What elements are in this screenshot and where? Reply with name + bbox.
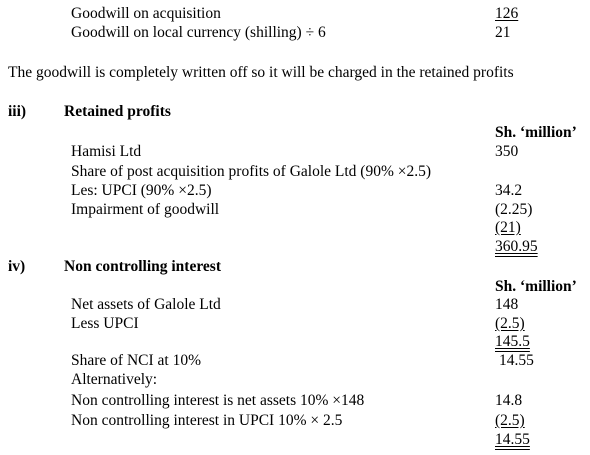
retained-row-upci-value: 34.2 — [495, 182, 523, 199]
nci-row-share-label: Share of NCI at 10% — [71, 352, 201, 369]
retained-profits-heading: Retained profits — [64, 103, 171, 120]
goodwill-local-currency-value: 21 — [495, 24, 511, 41]
goodwill-acquisition-label: Goodwill on acquisition — [71, 5, 221, 22]
nci-unit-header: Sh. ‘million’ — [495, 278, 577, 295]
nci-row-alt-net-assets-label: Non controlling interest is net assets 10% ×148 — [71, 392, 365, 409]
nci-total-value: 14.55 — [495, 431, 530, 448]
retained-row-impairment-label: Impairment of goodwill — [71, 201, 220, 218]
nci-row-share-value: 14.55 — [499, 352, 534, 369]
retained-row-impairment-value: (2.25) — [495, 201, 533, 218]
nci-row-alt-net-assets-value: 14.8 — [495, 392, 523, 409]
nci-row-alt-upci-value: (2.5) — [495, 412, 525, 429]
nci-row-net-assets-label: Net assets of Galole Ltd — [71, 296, 221, 313]
nci-row-less-upci-label: Less UPCI — [71, 315, 139, 332]
retained-row-share-label: Share of post acquisition profits of Galole Ltd (90% ×2.5) — [71, 163, 432, 180]
nci-heading: Non controlling interest — [64, 258, 222, 275]
goodwill-local-currency-label: Goodwill on local currency (shilling) ÷ 6 — [71, 24, 326, 41]
retained-row-upci-label: Les: UPCI (90% ×2.5) — [71, 182, 212, 199]
nci-row-alt-upci-label: Non controlling interest in UPCI 10% × 2.5 — [71, 412, 343, 429]
nci-subtotal-value: 145.5 — [495, 333, 530, 350]
retained-unit-header: Sh. ‘million’ — [495, 124, 577, 141]
section-number-iv: iv) — [8, 258, 26, 275]
nci-row-less-upci-value: (2.5) — [495, 315, 525, 332]
retained-total-value: 360.95 — [495, 238, 538, 255]
nci-row-net-assets-value: 148 — [495, 296, 519, 313]
nci-alternatively-label: Alternatively: — [71, 371, 158, 388]
retained-row-hamisi-label: Hamisi Ltd — [71, 143, 142, 160]
goodwill-acquisition-value: 126 — [495, 5, 519, 22]
section-number-iii: iii) — [8, 103, 27, 120]
retained-row-goodwill-value: (21) — [495, 219, 521, 236]
goodwill-note: The goodwill is completely written off so it will be charged in the retained profits — [8, 64, 514, 81]
retained-row-hamisi-value: 350 — [495, 143, 519, 160]
